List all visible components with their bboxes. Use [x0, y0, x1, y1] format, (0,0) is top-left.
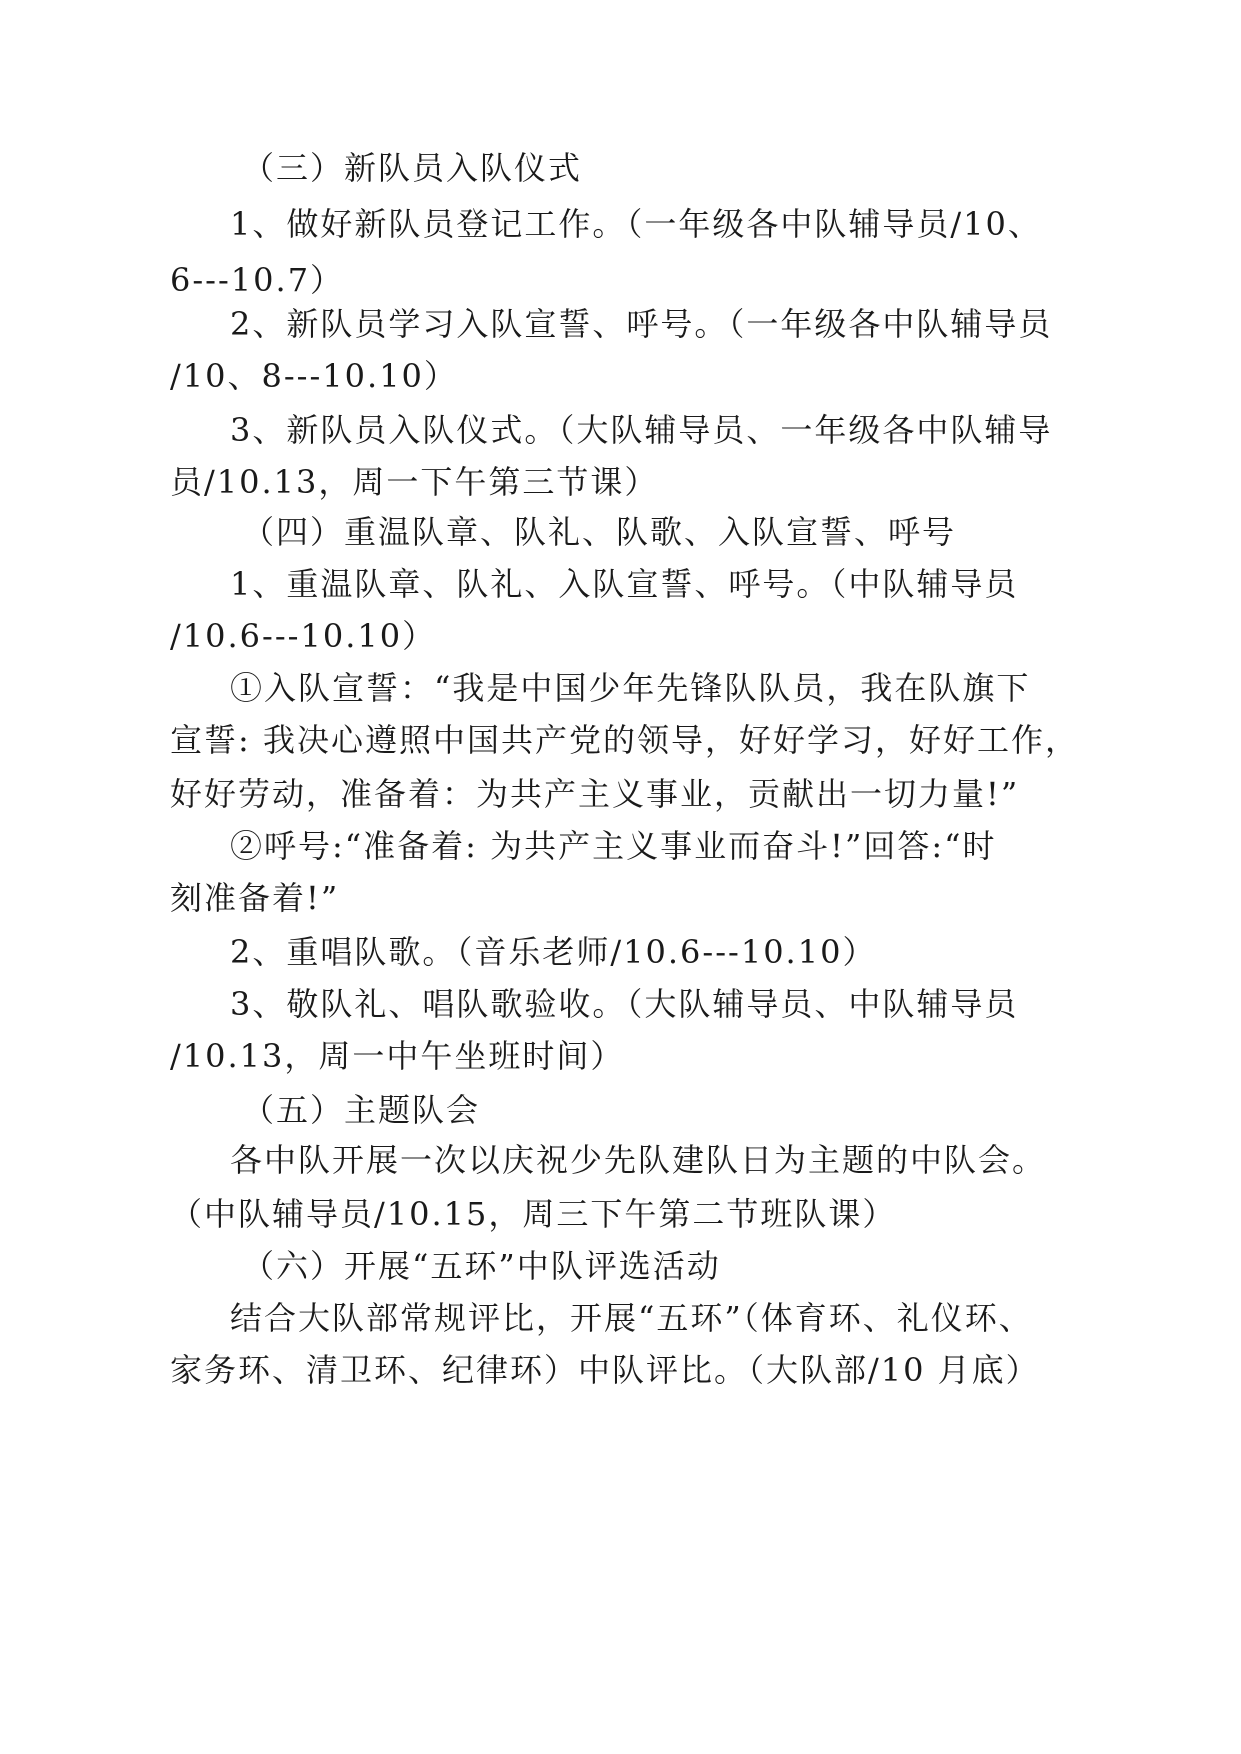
paragraph-line: 结合大队部常规评比，开展“五环”（体育环、礼仪环、	[230, 1299, 1033, 1337]
paragraph-line: 3、敬队礼、唱队歌验收。（大队辅导员、中队辅导员	[230, 985, 1019, 1023]
paragraph-line: 各中队开展一次以庆祝少先队建队日为主题的中队会。	[230, 1141, 1047, 1179]
paragraph-line: /10.13，周一中午坐班时间）	[170, 1037, 625, 1075]
section-heading-3: （三）新队员入队仪式	[242, 149, 583, 187]
paragraph-line: 6---10.7）	[170, 261, 345, 299]
section-heading-5: （五）主题队会	[242, 1091, 481, 1129]
paragraph-line: /10、8---10.10）	[170, 357, 458, 395]
paragraph-line: 家务环、清卫环、纪律环）中队评比。（大队部/10 月底）	[170, 1351, 1040, 1389]
paragraph-line: /10.6---10.10）	[170, 617, 437, 655]
section-heading-6: （六）开展“五环”中队评选活动	[242, 1247, 721, 1285]
paragraph-line: 1、重温队章、队礼、入队宣誓、呼号。（中队辅导员	[230, 565, 1019, 603]
paragraph-line: 宣誓: 我决心遵照中国共产党的领导，好好学习，好好工作，	[170, 721, 1079, 759]
paragraph-line: 2、重唱队歌。（音乐老师/10.6---10.10）	[230, 933, 877, 971]
paragraph-line: 员/10.13，周一下午第三节课）	[170, 463, 659, 501]
section-heading-4: （四）重温队章、队礼、队歌、入队宣誓、呼号	[242, 513, 957, 551]
paragraph-line: 好好劳动，准备着：为共产主义事业，贡献出一切力量!”	[170, 775, 1020, 813]
paragraph-line: 1、做好新队员登记工作。（一年级各中队辅导员/10、	[230, 205, 1042, 243]
paragraph-line: ②呼号:“准备着: 为共产主义事业而奋斗!”回答:“时	[230, 827, 997, 865]
paragraph-line: ①入队宣誓：“我是中国少年先锋队队员，我在队旗下	[230, 669, 1031, 707]
paragraph-line: 3、新队员入队仪式。（大队辅导员、一年级各中队辅导	[230, 411, 1053, 449]
paragraph-line: （中队辅导员/10.15，周三下午第二节班队课）	[170, 1195, 897, 1233]
paragraph-line: 2、新队员学习入队宣誓、呼号。（一年级各中队辅导员	[230, 305, 1053, 343]
paragraph-line: 刻准备着!”	[170, 879, 340, 917]
